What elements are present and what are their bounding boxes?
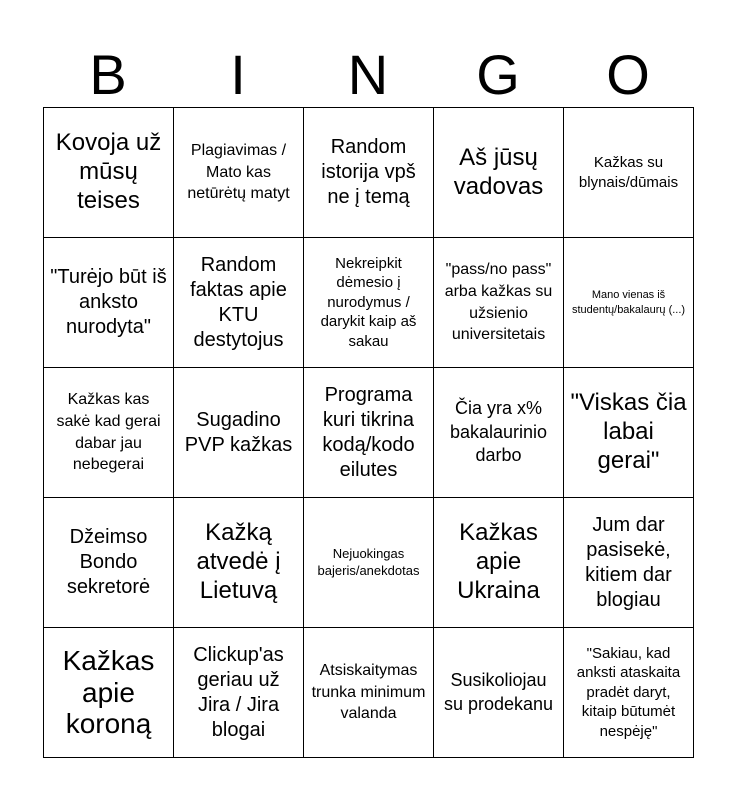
cell-text: Kovoja už mūsų teises <box>55 129 162 214</box>
bingo-cell-r1c1[interactable] <box>43 107 174 238</box>
cell-text: Susikoliojau su prodekanu <box>443 670 554 714</box>
header-letter-i: I <box>230 43 246 106</box>
header-letter-n: N <box>347 43 389 106</box>
cell-text: Sugadino PVP kažkas <box>184 408 293 456</box>
bingo-cell-r3c5[interactable] <box>563 367 694 498</box>
cell-text: "Turėjo būt iš anksto nurodyta" <box>50 266 167 338</box>
cell-text: Atsiskaitymas trunka minimum valanda <box>311 662 426 723</box>
cell-text: Programa kuri tikrina kodą/kodo eilutes <box>322 383 415 481</box>
bingo-cell-r4c1[interactable] <box>43 497 174 628</box>
bingo-board <box>43 107 693 757</box>
bingo-cell-r2c3[interactable] <box>303 237 434 368</box>
cell-text: Čia yra x% bakalaurinio darbo <box>449 398 548 466</box>
cell-text: Kažkas apie Ukraina <box>457 519 540 604</box>
bingo-cell-r1c5[interactable] <box>563 107 694 238</box>
cell-text: "Sakiau, kad anksti ataskaita pradėt daryt, kitaip būtumėt nespėję" <box>576 644 681 740</box>
bingo-cell-r5c5[interactable] <box>563 627 694 758</box>
bingo-cell-r5c1[interactable] <box>43 627 174 758</box>
bingo-cell-r4c5[interactable] <box>563 497 694 628</box>
bingo-cell-r4c2[interactable] <box>173 497 304 628</box>
cell-text: "pass/no pass" arba kažkas su užsienio universitetais <box>444 261 553 344</box>
bingo-cell-r3c3[interactable] <box>303 367 434 498</box>
bingo-header <box>43 42 693 108</box>
cell-text: Random faktas apie KTU destytojus <box>190 253 287 351</box>
bingo-cell-r3c2[interactable] <box>173 367 304 498</box>
cell-text: Nekreipkit dėmesio į nurodymus / darykit kaip aš sakau <box>320 254 417 350</box>
bingo-cell-r5c3[interactable] <box>303 627 434 758</box>
bingo-cell-r2c2[interactable] <box>173 237 304 368</box>
cell-text: Plagiavimas / Mato kas netūrėtų matyt <box>187 142 290 203</box>
cell-text: Aš jūsų vadovas <box>453 143 544 200</box>
bingo-cell-r2c1[interactable] <box>43 237 174 368</box>
bingo-cell-r2c5[interactable] <box>563 237 694 368</box>
bingo-cell-r3c4[interactable] <box>433 367 564 498</box>
cell-text: Clickup'as geriau už Jira / Jira blogai <box>193 643 284 741</box>
cell-text: Džeimso Bondo sekretorė <box>66 526 151 598</box>
header-letter-o: O <box>606 43 650 106</box>
cell-text: Nejuokingas bajeris/anekdotas <box>317 545 420 578</box>
header-letter-g: G <box>476 43 520 106</box>
bingo-cell-r1c2[interactable] <box>173 107 304 238</box>
cell-text: Mano vienas iš studentų/bakalaurų (...) <box>571 288 686 316</box>
bingo-cell-r4c3[interactable] <box>303 497 434 628</box>
bingo-cell-r5c4[interactable] <box>433 627 564 758</box>
cell-text: Random istorija vpš ne į temą <box>321 136 416 208</box>
header-letter-b: B <box>89 43 127 106</box>
bingo-cell-r1c3[interactable] <box>303 107 434 238</box>
cell-text: Kažkas su blynais/dūmais <box>578 154 679 191</box>
cell-text: Kažkas apie koroną <box>62 645 155 740</box>
bingo-cell-r3c1[interactable] <box>43 367 174 498</box>
cell-text: Kažką atvedė į Lietuvą <box>196 519 281 604</box>
bingo-cell-r1c4[interactable] <box>433 107 564 238</box>
bingo-cell-r5c2[interactable] <box>173 627 304 758</box>
cell-text: Kažkas kas sakė kad gerai dabar jau nebegerai <box>56 391 161 474</box>
bingo-cell-r4c4[interactable] <box>433 497 564 628</box>
cell-text: Jum dar pasisekė, kitiem dar blogiau <box>585 513 672 611</box>
cell-text: "Viskas čia labai gerai" <box>570 389 687 474</box>
bingo-cell-r2c4[interactable] <box>433 237 564 368</box>
